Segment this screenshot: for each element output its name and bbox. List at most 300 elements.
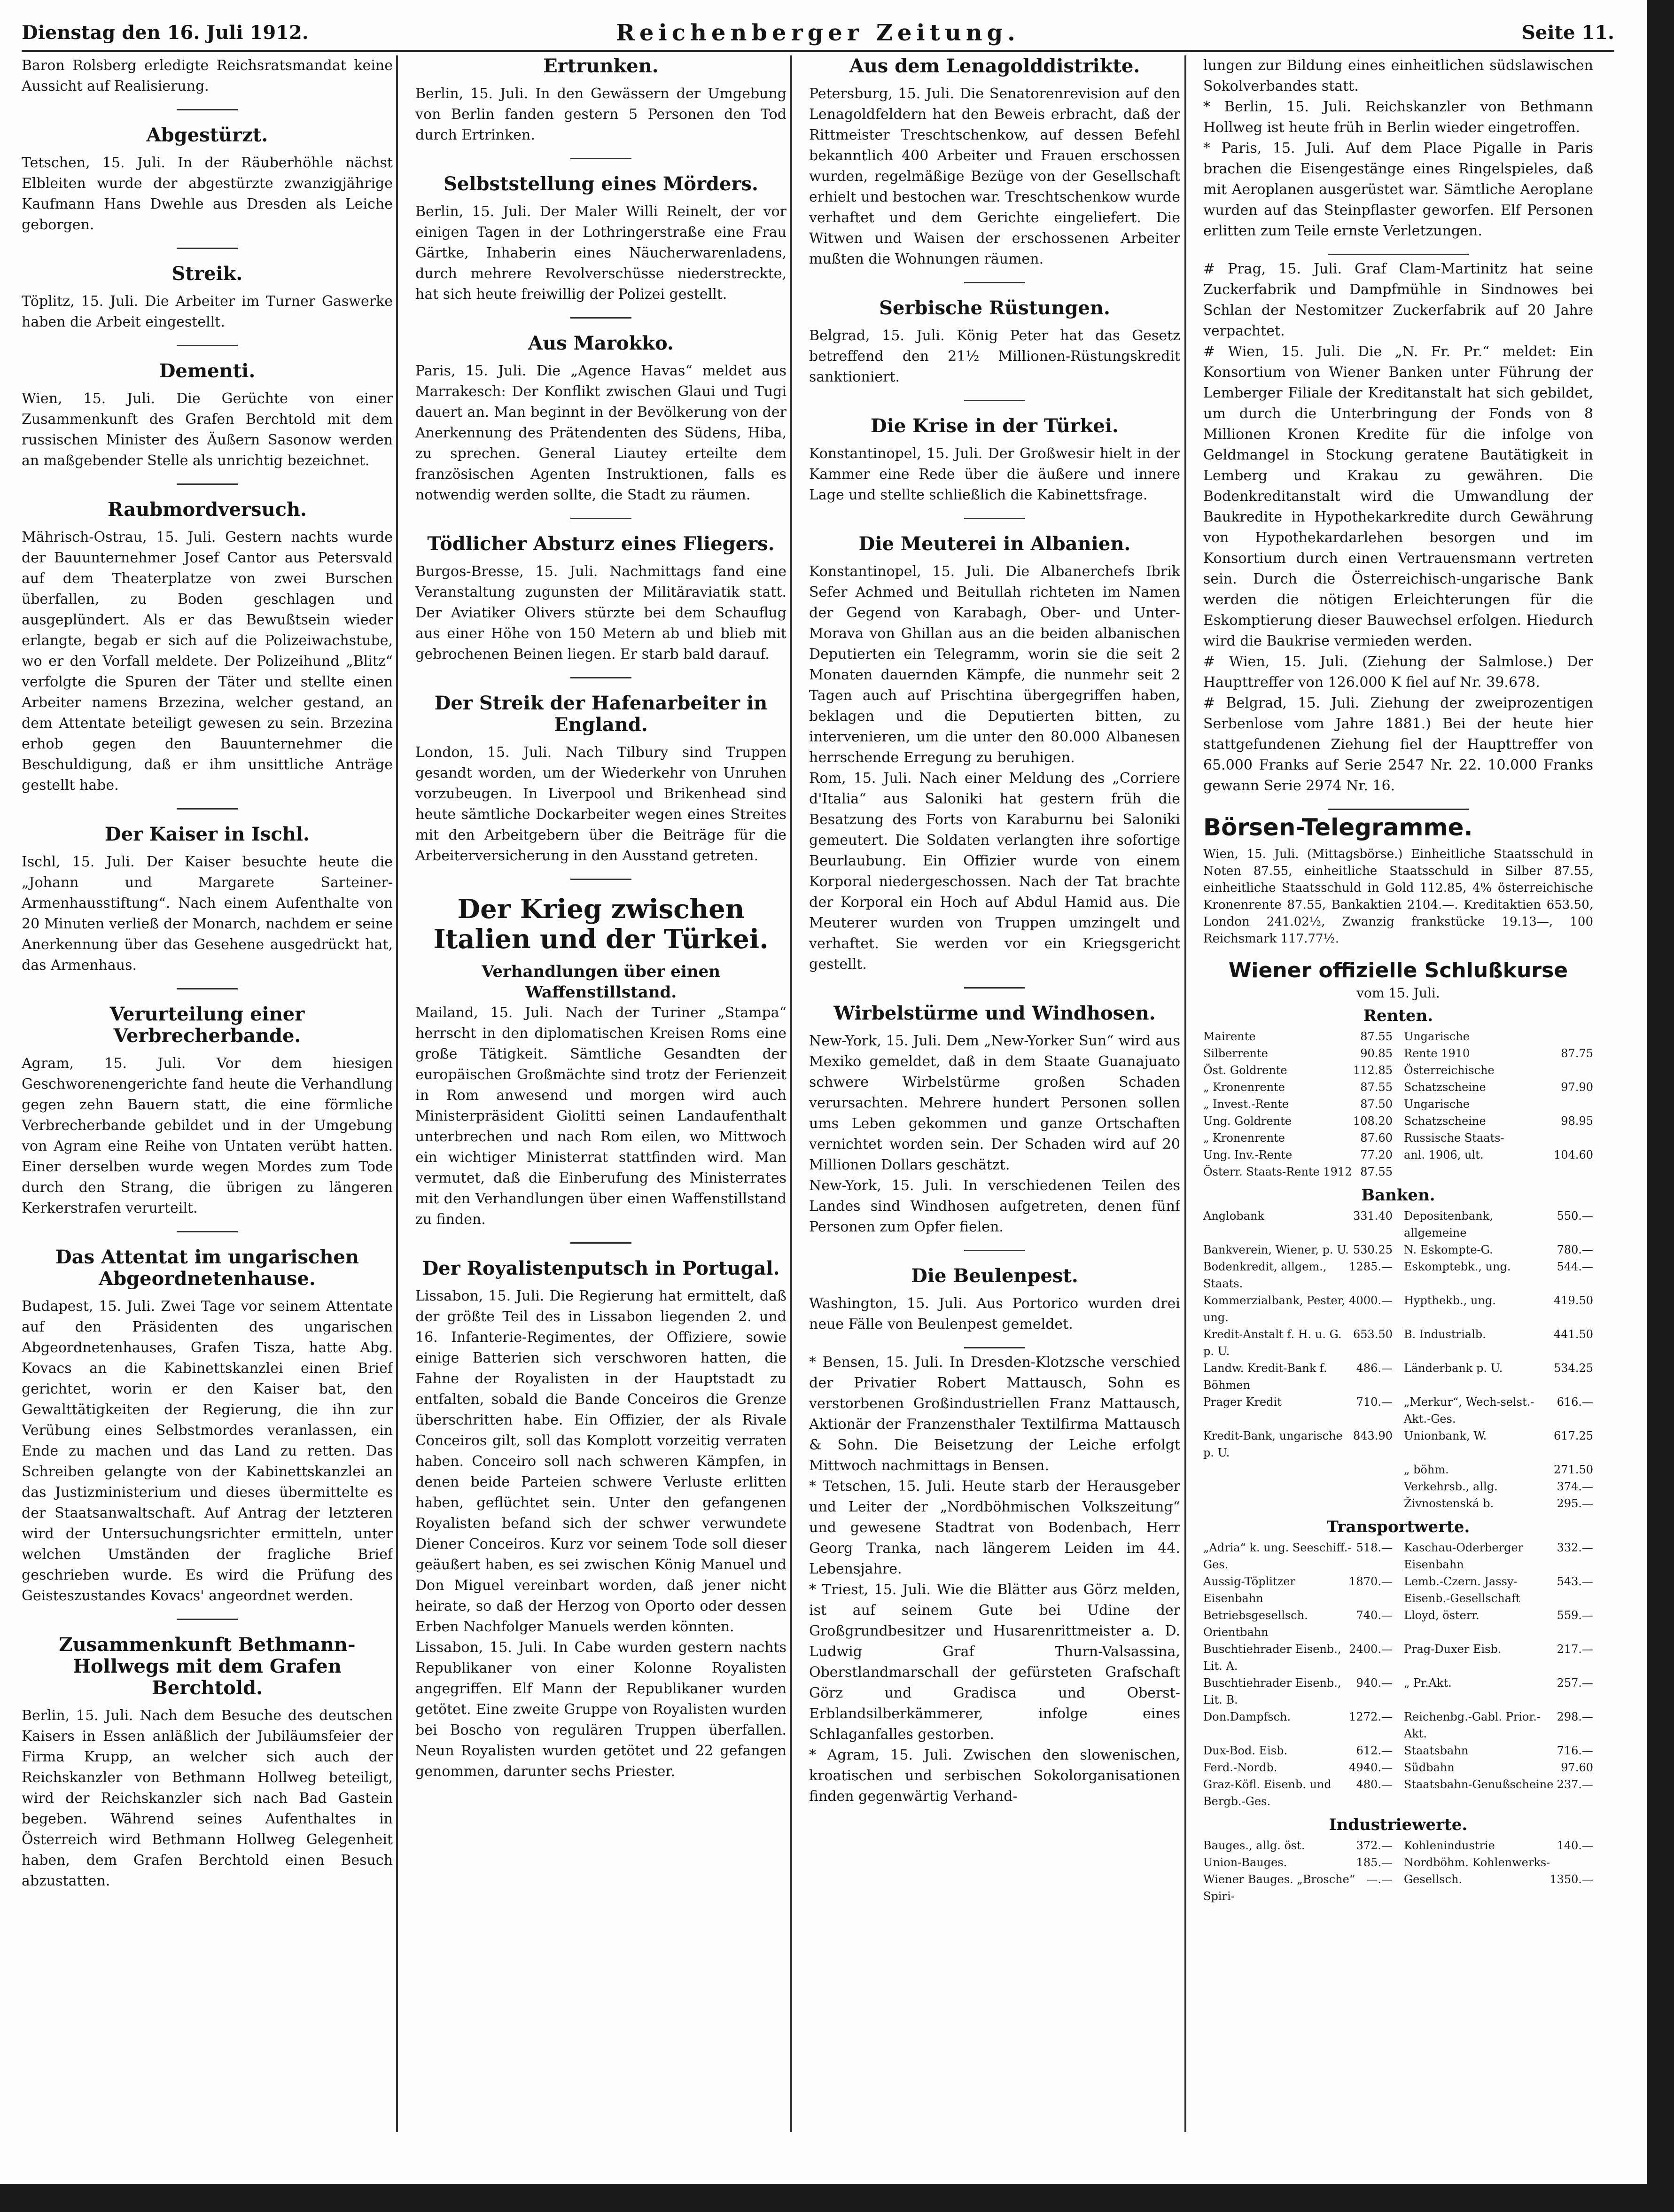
quote-name: Mairente — [1203, 1030, 1256, 1043]
divider — [1328, 809, 1469, 810]
quote-value: 441.50 — [1554, 1328, 1593, 1341]
article-text: # Belgrad, 15. Juli. Ziehung der zweiprozentigen Serbenlose vom Jahre 1881.) Bei der heute hier stattgefundenen Ziehung fiel der Haupttreffer von 65.000 Franks auf Serie 2547 Nr. 22. 10.000 Franks gewann Serie 2974 Nr. 16. — [1203, 695, 1593, 794]
quote-row — [1203, 1079, 1393, 1096]
article-text: London, 15. Juli. Nach Tilbury sind Truppen gesandt worden, um der Wiederkehr von Unruhen vorzubeugen. In Liverpool und Brikenhead sind heute sämtliche Dockarbeiter wegen eines Streites mit den Arbeitgebern über die Beiträge für die Arbeiterversicherung in den Ausstand getreten. — [415, 744, 786, 864]
column-2 — [415, 55, 786, 2132]
quote-row — [1203, 1113, 1393, 1129]
quote-row — [1203, 1854, 1393, 1871]
article — [415, 333, 786, 506]
article-title: Tödlicher Absturz eines Fliegers. — [427, 533, 775, 555]
quote-value: 653.50 — [1353, 1328, 1393, 1341]
quotes-date: vom 15. Juli. — [1356, 985, 1440, 1001]
quote-name: Hypthekb., ung. — [1404, 1294, 1496, 1307]
article — [22, 824, 393, 976]
news-brief — [1203, 259, 1593, 796]
article — [22, 499, 393, 796]
quote-name: „Adria“ k. ung. Seeschiff.-Ges. — [1203, 1541, 1352, 1571]
quote-name: Ung. Goldrente — [1203, 1114, 1292, 1128]
article — [22, 263, 393, 333]
article — [22, 1246, 393, 1606]
article-text: # Wien, 15. Juli. (Ziehung der Salmlose.) Der Haupttreffer von 126.000 K fiel auf Nr. 39.678. — [1203, 654, 1593, 691]
quote-value: 534.25 — [1554, 1362, 1593, 1375]
article-text: Budapest, 15. Juli. Zwei Tage vor seinem Attentate auf den Präsidenten des ungarischen Abgeordnetenhauses, Grafen Tisza, hatte Abg. Kovacs an die Kabinettskanzlei einen Brief gerichtet, worin er den Kaiser bat, den Gewalttätigkeiten der Regierung, die ihn zur Verübung eines Selbstmordes veranlassen, ein Ende zu machen und das Land zu retten. Das Schreiben gelangte von der Kabinettskanzlei an das Justizministerium und dieses übermittelte es der Staatsanwaltschaft. Auf Antrag der letzteren wird der Untersuchungsrichter ermitteln, unter welchen Umständen der fragliche Brief geschrieben wurde. Es wird die Prüfung des Geisteszustandes Kovacs' angeordnet werden. — [22, 1298, 393, 1604]
article — [415, 894, 786, 1230]
article — [22, 1004, 393, 1219]
quote-value: 616.— — [1557, 1395, 1593, 1409]
article-text: Konstantinopel, 15. Juli. Der Großwesir hielt in der Kammer eine Rede über die äußere und innere Lage und stellte schließlich die Kabinettsfrage. — [809, 445, 1180, 503]
divider — [177, 1619, 238, 1620]
quote-row — [1404, 1854, 1593, 1871]
quote-value: 331.40 — [1353, 1209, 1393, 1223]
article-title: Ertrunken. — [543, 55, 659, 77]
quote-value: 4940.— — [1349, 1761, 1393, 1774]
stock-telegrams — [1203, 814, 1593, 947]
quote-row — [1404, 1573, 1593, 1607]
quote-row — [1203, 1146, 1393, 1163]
quote-row — [1404, 1495, 1593, 1512]
article — [809, 297, 1180, 388]
article-title: Streik. — [171, 263, 243, 285]
quote-row — [1404, 1028, 1593, 1045]
masthead — [22, 20, 1614, 52]
quote-value: 87.55 — [1360, 1081, 1393, 1094]
article-title: Der Krieg zwischen Italien und der Türkei. — [433, 894, 769, 955]
article-text: * Berlin, 15. Juli. Reichskanzler von Bethmann Hollweg ist heute früh in Berlin wieder eingetroffen. — [1203, 99, 1593, 136]
article-text: Töplitz, 15. Juli. Die Arbeiter im Turner Gaswerke haben die Arbeit eingestellt. — [22, 293, 393, 330]
quote-row — [1203, 1062, 1393, 1079]
quote-name: Staatsbahn-Genußscheine — [1404, 1778, 1554, 1791]
quote-name: Kredit-Anstalt f. H. u. G. p. U. — [1203, 1328, 1342, 1358]
quote-value: 298.— — [1557, 1710, 1593, 1723]
article-text: # Wien, 15. Juli. Die „N. Fr. Pr.“ meldet: Ein Konsortium von Wiener Banken unter Führung der Lemberger Filiale der Kreditanstalt hat sich gebildet, um durch die Unterbringung der Fonds von 8 Millionen Kronen Kredite für die infolge von Geldmangel in Stockung geratene Bautätigkeit in Lemberg und Krakau zu gewähren. Die Bodenkreditanstalt wird die Umwandlung der Baukredite in Hypothekarkredite durch Gewährung von Hypothekardarlehen besorgen und im Konsortium durch einen Vertrauensmann vertreten sein. Durch die Österreichisch-ungarische Bank werden die nötigen Erleichterungen für die Eskomptierung dieser Bauwechsel erfolgen. Hiedurch wird die Baukrise vermieden werden. — [1203, 343, 1593, 649]
article-text: Wien, 15. Juli. Die Gerüchte von einer Zusammenkunft des Grafen Berchtold mit dem russischen Minister des Äußern Sasonow werden an maßgebender Stelle als unrichtig bezeichnet. — [22, 390, 393, 469]
article-text: Paris, 15. Juli. Die „Agence Havas“ meldet aus Marrakesch: Der Konflikt zwischen Glaui und Tugi dauert an. Man beginnt in der Bevölkerung von der Anerkennung des Prätendenten des Südens, Hiba, zu sprechen. General Liautey erteilte dem französischen Agenten Instruktionen, falls es notwendig werden sollte, die Stadt zu räumen. — [415, 363, 786, 503]
quote-value: 1285.— — [1349, 1260, 1393, 1273]
quote-name: anl. 1906, ult. — [1404, 1148, 1484, 1161]
quote-value: 617.25 — [1554, 1429, 1593, 1442]
quote-value: 544.— — [1557, 1260, 1593, 1273]
quote-row — [1404, 1708, 1593, 1742]
quote-value: 612.— — [1356, 1744, 1393, 1757]
quote-name: Länderbank p. U. — [1404, 1362, 1503, 1375]
quote-name: Graz-Köfl. Eisenb. und Bergb.-Ges. — [1203, 1778, 1331, 1808]
quote-value: 1272.— — [1349, 1710, 1393, 1723]
quote-value: 486.— — [1356, 1362, 1393, 1375]
quote-name: Wiener Bauges. „Brosche“ Spiri- — [1203, 1873, 1355, 1903]
quote-row — [1203, 1478, 1393, 1495]
article — [415, 173, 786, 305]
article-text: Tetschen, 15. Juli. In der Räuberhöhle nächst Elbleiten wurde der abgestürzte zwanzigjährige Kaufmann Hans Dwehle aus Dresden als Leiche geborgen. — [22, 155, 393, 233]
article-text: Ischl, 15. Juli. Der Kaiser besuchte heute die „Johann und Margarete Sarteiner-Armenhausstiftung“. Nach einem Aufenthalte von 20 Minuten verließ der Monarch, nachdem er seine Anerkennung über das Gesehene ausgedrückt hat, das Armenhaus. — [22, 854, 393, 974]
quote-value: 87.55 — [1360, 1165, 1393, 1178]
quote-name: Prag-Duxer Eisb. — [1404, 1643, 1502, 1656]
quote-value: 4000.— — [1349, 1294, 1393, 1307]
quote-value: 843.90 — [1353, 1429, 1393, 1442]
divider — [177, 1231, 238, 1232]
quote-row — [1404, 1641, 1593, 1675]
quote-value: 372.— — [1356, 1839, 1393, 1852]
section-heading: Transportwerte. — [1326, 1518, 1470, 1536]
quote-value: 716.— — [1557, 1744, 1593, 1757]
quote-row — [1203, 1258, 1393, 1292]
quote-name: Buschtiehrader Eisenb., Lit. B. — [1203, 1676, 1341, 1706]
article-title: Abgestürzt. — [146, 124, 268, 146]
article — [809, 1003, 1180, 1238]
quote-row — [1203, 1675, 1393, 1708]
article-title: Serbische Rüstungen. — [879, 297, 1110, 319]
quote-name: Schatzscheine — [1404, 1081, 1486, 1094]
quote-name: Depositenbank, allgemeine — [1404, 1209, 1493, 1239]
quote-value: —.— — [1366, 1873, 1393, 1886]
quote-name: „ böhm. — [1404, 1463, 1449, 1476]
quotes-table-renten — [1203, 1028, 1593, 1180]
quote-value: 374.— — [1557, 1480, 1593, 1493]
divider — [964, 987, 1025, 989]
quote-row — [1203, 1427, 1393, 1461]
quote-row — [1404, 1427, 1593, 1461]
article — [415, 1258, 786, 1782]
article — [22, 360, 393, 471]
article-text: Lissabon, 15. Juli. In Cabe wurden gestern nachts Republikaner von einer Kolonne Royalisten angegriffen. Elf Mann der Republikaner wurden getötet. Eine zweite Gruppe von Royalisten wurden bei Boscho von regulären Truppen überfallen. Neun Royalisten wurden getötet und 22 gefangen genommen, darunter sechs Priester. — [415, 1639, 786, 1780]
quote-value: 710.— — [1356, 1395, 1393, 1409]
quote-name: Staatsbahn — [1404, 1744, 1469, 1757]
article-title: Zusammenkunft Bethmann-Hollwegs mit dem Grafen Berchtold. — [59, 1634, 356, 1699]
quote-name: Russische Staats- — [1404, 1131, 1504, 1145]
quote-value: 480.— — [1356, 1778, 1393, 1791]
quote-row — [1203, 1539, 1393, 1573]
quote-value: 97.90 — [1561, 1081, 1593, 1094]
quote-name: Südbahn — [1404, 1761, 1455, 1774]
article-text: New-York, 15. Juli. Dem „New-Yorker Sun“ wird aus Mexiko gemeldet, daß in dem Staate Guanajuato schwere Wirbelstürme großen Schaden verursachten. Mehrere hundert Personen sollen ums Leben gekommen und ganze Ortschaften vernichtet worden sein. Der Schaden wird auf 20 Millionen Dollars geschätzt. — [809, 1033, 1180, 1173]
quote-row — [1404, 1742, 1593, 1759]
divider — [570, 518, 631, 519]
article-subtitle: Verhandlungen über einen Waffenstillstand. — [482, 962, 720, 1002]
quote-row — [1404, 1539, 1593, 1573]
quote-value: 237.— — [1557, 1778, 1593, 1791]
quote-value: 559.— — [1557, 1609, 1593, 1622]
section-heading: Industriewerte. — [1329, 1815, 1468, 1834]
quote-value: 90.85 — [1360, 1047, 1393, 1060]
divider — [570, 158, 631, 159]
quote-value: 518.— — [1356, 1541, 1393, 1554]
quote-row — [1203, 1461, 1393, 1478]
article-title: Raubmordversuch. — [108, 498, 307, 521]
quote-name: Betriebsgesellsch. Orientbahn — [1203, 1609, 1308, 1639]
quote-value: 2400.— — [1349, 1643, 1393, 1656]
quote-row — [1404, 1675, 1593, 1708]
masthead-date: Dienstag den 16. Juli 1912. — [22, 22, 309, 44]
quote-value: 332.— — [1557, 1541, 1593, 1554]
quote-name: Don.Dampfsch. — [1203, 1710, 1291, 1723]
quote-value: 87.55 — [1360, 1030, 1393, 1043]
quote-name: „ Invest.-Rente — [1203, 1098, 1289, 1111]
quote-name: Unionbank, W. — [1404, 1429, 1487, 1442]
quote-name: Bauges., allg. öst. — [1203, 1839, 1305, 1852]
quote-row — [1404, 1258, 1593, 1292]
article-title: Die Krise in der Türkei. — [871, 415, 1119, 437]
stock-telegrams-text: Wien, 15. Juli. (Mittagsbörse.) Einheitliche Staatsschuld in Noten 87.55, einheitliche Staatsschuld in Silber 87.55, einheitliche Staatsschuld in Gold 112.85, 4% österreichische Kronenrente 87.55, Bankaktien 2104.—. Kreditaktien 653.50, London 241.02½, Zwanzig frankstücke 19.13—, 100 Reichsmark 117.77½. — [1203, 847, 1593, 946]
quote-row — [1203, 1096, 1393, 1113]
article-title: Der Streik der Hafenarbeiter in England. — [434, 692, 768, 736]
article — [415, 693, 786, 866]
quote-row — [1404, 1113, 1593, 1129]
quote-name: „ Kronenrente — [1203, 1131, 1285, 1145]
quote-value: 543.— — [1557, 1575, 1593, 1588]
divider — [964, 282, 1025, 283]
quote-row — [1203, 1607, 1393, 1641]
quote-value: 77.20 — [1360, 1148, 1393, 1161]
quote-row — [1404, 1326, 1593, 1360]
quote-row — [1203, 1837, 1393, 1854]
scan-border-bottom — [0, 2184, 1674, 2212]
quote-row — [1203, 1292, 1393, 1326]
article-text: Burgos-Bresse, 15. Juli. Nachmittags fand eine Veranstaltung zugunsten der Militäraviatik statt. Der Aviatiker Olivers stürzte bei dem Schauflug aus einer Höhe von 150 Metern ab und blieb mit gebrochenen Beinen liegen. Er starb bald darauf. — [415, 563, 786, 662]
section-heading: Banken. — [1361, 1186, 1435, 1205]
article-text: Belgrad, 15. Juli. König Peter hat das Gesetz betreffend den 21½ Millionen-Rüstungskredit sanktioniert. — [809, 327, 1180, 385]
quote-row — [1203, 1871, 1393, 1905]
page-number: Seite 11. — [1522, 22, 1614, 44]
article-title: Das Attentat im ungarischen Abgeordnetenhause. — [55, 1246, 359, 1290]
column-rule — [396, 55, 398, 2132]
quote-name: Ferd.-Nordb. — [1203, 1761, 1277, 1774]
quote-value: 108.20 — [1353, 1114, 1393, 1128]
article-text: Konstantinopel, 15. Juli. Die Albanerchefs Ibrik Sefer Achmed und Beitullah richteten im Namen der Gegend von Karabagh, Ober- und Unter-Morava von Ghillan aus an die beiden albanischen Deputierten ein Telegramm, worin sie die seit 2 Monaten dauernden Kämpfe, die nunmehr seit 2 Tagen auch auf Prischtina übergegriffen haben, beklagen und die Deputierten bitten, zu intervenieren, um die unter den 80.000 Albanesen herrschende Erregung zu beruhigen. — [809, 563, 1180, 766]
divider — [570, 879, 631, 880]
quote-name: Kohlenindustrie — [1404, 1839, 1495, 1852]
quote-name: Nordböhm. Kohlenwerks- — [1404, 1856, 1550, 1869]
divider — [177, 109, 238, 110]
quote-row — [1404, 1478, 1593, 1495]
quote-row — [1203, 1776, 1393, 1810]
quote-name: B. Industrialb. — [1404, 1328, 1486, 1341]
column-rule — [790, 55, 792, 2132]
quote-name: Landw. Kredit-Bank f. Böhmen — [1203, 1362, 1327, 1392]
quote-name: „ Pr.Akt. — [1404, 1676, 1452, 1690]
quote-value: 87.75 — [1561, 1047, 1593, 1060]
article — [415, 55, 786, 146]
article-text: * Tetschen, 15. Juli. Heute starb der Herausgeber und Leiter der „Nordböhmischen Volkszeitung“ und gewesene Stadtrat von Bodenbach, Herr Georg Tranka, nach längerem Leiden im 44. Lebensjahre. — [809, 1478, 1180, 1577]
quote-value: 1350.— — [1549, 1873, 1593, 1886]
article — [22, 125, 393, 235]
article-title: Die Meuterei in Albanien. — [858, 533, 1131, 555]
article-text: * Agram, 15. Juli. Zwischen den slowenischen, kroatischen und serbischen Sokolorganisationen finden gegenwärtig Verhand- — [809, 1747, 1180, 1805]
divider — [964, 400, 1025, 401]
quote-value: 217.— — [1557, 1643, 1593, 1656]
quote-name: Reichenbg.-Gabl. Prior.-Akt. — [1404, 1710, 1541, 1740]
article-title: Dementi. — [159, 360, 256, 382]
article-text: New-York, 15. Juli. In verschiedenen Teilen des Landes sind Windhosen aufgetreten, denen fünf Personen zum Opfer fielen. — [809, 1177, 1180, 1235]
quote-name: N. Eskompte-G. — [1404, 1243, 1493, 1256]
quote-name: Schatzscheine — [1404, 1114, 1486, 1128]
quote-row — [1203, 1708, 1393, 1742]
quote-name: Silberrente — [1203, 1047, 1268, 1060]
quote-name: Kredit-Bank, ungarische p. U. — [1203, 1429, 1343, 1459]
quote-name: Bodenkredit, allgem., Staats. — [1203, 1260, 1327, 1290]
divider — [177, 345, 238, 346]
stock-quotes — [1203, 958, 1593, 1905]
quote-row — [1203, 1495, 1393, 1512]
divider — [964, 1250, 1025, 1251]
quote-name: Anglobank — [1203, 1209, 1264, 1223]
quote-name: Dux-Bod. Eisb. — [1203, 1744, 1288, 1757]
quote-row — [1404, 1461, 1593, 1478]
quote-name: Kaschau-Oderberger Eisenbahn — [1404, 1541, 1524, 1571]
quotes-table-industrie — [1203, 1837, 1593, 1905]
quote-row — [1404, 1096, 1593, 1113]
divider — [177, 248, 238, 249]
article-title: Wirbelstürme und Windhosen. — [833, 1002, 1156, 1024]
article — [809, 415, 1180, 506]
quote-value: 257.— — [1557, 1676, 1593, 1690]
scan-border-right — [1647, 0, 1674, 2212]
quote-row — [1203, 1326, 1393, 1360]
column-3 — [809, 55, 1180, 2132]
quote-value: 1870.— — [1349, 1575, 1393, 1588]
section-heading: Renten. — [1363, 1006, 1433, 1025]
column-4 — [1203, 55, 1593, 2132]
quote-row — [1203, 1759, 1393, 1776]
quote-value: 780.— — [1557, 1243, 1593, 1256]
quote-name: Buschtiehrader Eisenb., Lit. A. — [1203, 1643, 1341, 1673]
quote-row — [1203, 1742, 1393, 1759]
quote-name: Ungarische — [1404, 1098, 1470, 1111]
quote-value: 112.85 — [1353, 1064, 1393, 1077]
quote-value: 550.— — [1557, 1209, 1593, 1223]
article-title: Selbststellung eines Mörders. — [444, 173, 758, 195]
quote-value: 740.— — [1356, 1609, 1393, 1622]
quote-row — [1404, 1607, 1593, 1641]
article-text: Berlin, 15. Juli. Der Maler Willi Reinelt, der vor einigen Tagen in der Lothringerstraße eine Frau Gärtke, Inhaberin eines Näucherwarenladens, durch mehrere Revolverschüsse niederstreckte, hat sich heute freiwillig der Polizei gestellt. — [415, 203, 786, 303]
quote-row — [1203, 1241, 1393, 1258]
article-text: Washington, 15. Juli. Aus Portorico wurden drei neue Fälle von Beulenpest gemeldet. — [809, 1295, 1180, 1332]
article-text: * Bensen, 15. Juli. In Dresden-Klotzsche verschied der Privatier Robert Mattausch, Sohn es verstorbenen Großindustriellen Franz Mattausch, Aktionär der Franzensthaler Textilfirma Mattausch & Sohn. Die Beisetzung der Leiche erfolgt Mittwoch nachmittags in Bensen. — [809, 1354, 1180, 1474]
article — [809, 533, 1180, 975]
article — [809, 1265, 1180, 1335]
quote-row — [1203, 1129, 1393, 1146]
quotes-table-banken — [1203, 1207, 1593, 1512]
column-rule — [1184, 55, 1186, 2132]
divider — [570, 1242, 631, 1244]
article-text: # Prag, 15. Juli. Graf Clam-Martinitz hat seine Zuckerfabrik und Dampfmühle in Sindnowes bei Schlan der Nestomitzer Zuckerfabrik auf 20 Jahre verpachtet. — [1203, 261, 1593, 339]
quotes-title: Wiener offizielle Schlußkurse — [1228, 958, 1568, 982]
article-text: * Paris, 15. Juli. Auf dem Place Pigalle in Paris brachen die Eisengestänge eines Ringelspieles, daß mit Aeroplanen ausgerüstet war. Sämtliche Aeroplane wurden auf das Steinpflaster geworfen. Elf Personen erlitten zum Teile ernste Verletzungen. — [1203, 140, 1593, 239]
quote-row — [1404, 1776, 1593, 1810]
article-text: Agram, 15. Juli. Vor dem hiesigen Geschworenengerichte fand heute die Verhandlung gegen zehn Bauern statt, die eine förmliche Verbrecherbande gebildet und in der Umgebung von Agram eine Reihe von Untaten verübt hatten. Einer derselben wurde wegen Mordes zum Tode durch den Strang, die übrigen zu längeren Kerkerstrafen verurteilt. — [22, 1055, 393, 1216]
quote-row — [1404, 1129, 1593, 1146]
quote-value: 185.— — [1356, 1856, 1393, 1869]
quote-value: 530.25 — [1353, 1243, 1393, 1256]
quote-name: Prager Kredit — [1203, 1395, 1282, 1409]
quote-row — [1404, 1394, 1593, 1427]
divider — [570, 677, 631, 678]
quote-value: 140.— — [1557, 1839, 1593, 1852]
news-brief — [809, 1352, 1180, 1807]
article-text: Baron Rolsberg erledigte Reichsratsmandat keine Aussicht auf Realisierung. — [22, 57, 393, 94]
article-title: Die Beulenpest. — [911, 1265, 1078, 1287]
quote-value: 419.50 — [1554, 1294, 1593, 1307]
article — [22, 1634, 393, 1892]
divider — [177, 808, 238, 810]
article-title: Der Kaiser in Ischl. — [105, 823, 310, 845]
quote-row — [1404, 1759, 1593, 1776]
quote-row — [1203, 1573, 1393, 1607]
quote-value: 104.60 — [1554, 1148, 1593, 1161]
quote-name: Živnostenská b. — [1404, 1497, 1494, 1510]
quote-name: Union-Bauges. — [1203, 1856, 1287, 1869]
quote-row — [1404, 1837, 1593, 1854]
quote-value: 87.50 — [1360, 1098, 1393, 1111]
quote-row — [1203, 1163, 1393, 1180]
quote-name: Eskomptebk., ung. — [1404, 1260, 1511, 1273]
article-title: Der Royalistenputsch in Portugal. — [422, 1257, 780, 1279]
quote-name: Lemb.-Czern. Jassy-Eisenb.-Gesellschaft — [1404, 1575, 1520, 1605]
quote-value: 98.95 — [1561, 1114, 1593, 1128]
quote-name: Rente 1910 — [1404, 1047, 1470, 1060]
quote-row — [1404, 1146, 1593, 1163]
divider — [177, 483, 238, 485]
quote-value: 295.— — [1557, 1497, 1593, 1510]
quote-name: Lloyd, österr. — [1404, 1609, 1479, 1622]
quote-row — [1404, 1360, 1593, 1394]
article-text: Mährisch-Ostrau, 15. Juli. Gestern nachts wurde der Bauunternehmer Josef Cantor aus Petersvald auf dem Theaterplatze von zwei Burschen überfallen, zu Boden geschlagen und ausgeplündert. Als er das Bewußtsein wieder erlangte, begab er sich auf die Polizeiwachstube, wo er den Vorfall meldete. Der Polizeihund „Blitz“ verfolgte die Spuren der Täter und stellte einen Arbeiter namens Brzezina, welcher gestand, an dem Attentate beteiligt gewesen zu sein. Brzezina erhob gegen den Bauunternehmer die Beschuldigung, daß er ihm unsittliche Anträge gestellt habe. — [22, 529, 393, 794]
quote-value: 97.60 — [1561, 1761, 1593, 1774]
divider — [570, 317, 631, 319]
quote-value: 87.60 — [1360, 1131, 1393, 1145]
article-title: Verurteilung einer Verbrecherbande. — [109, 1003, 305, 1047]
article-title: Aus dem Lenagolddistrikte. — [849, 55, 1140, 77]
quote-name: Bankverein, Wiener, p. U. — [1203, 1243, 1349, 1256]
quote-value: 271.50 — [1554, 1463, 1593, 1476]
quote-name: Öst. Goldrente — [1203, 1064, 1287, 1077]
quote-name: Ung. Inv.-Rente — [1203, 1148, 1292, 1161]
quote-name: Gesellsch. — [1404, 1873, 1463, 1886]
quote-value: 940.— — [1356, 1676, 1393, 1690]
quote-name: „ Kronenrente — [1203, 1081, 1285, 1094]
article — [809, 55, 1180, 270]
quote-row — [1404, 1207, 1593, 1241]
quote-name: Verkehrsb., allg. — [1404, 1480, 1498, 1493]
article-text: * Triest, 15. Juli. Wie die Blätter aus Görz melden, ist auf seinem Gute bei Udine der Großgrundbesitzer und Husarenrittmeister a. D. Ludwig Graf Thurn-Valsassina, Oberstlandmarschall der gefürsteten Grafschaft Görz und Gradisca und Oberst-Erblandsilberkämmerer, infolge eines Schlaganfalles gestorben. — [809, 1581, 1180, 1743]
stock-telegrams-title: Börsen-Telegramme. — [1203, 814, 1473, 841]
divider — [964, 1347, 1025, 1348]
article — [415, 533, 786, 665]
quote-row — [1404, 1871, 1593, 1905]
quote-row — [1203, 1045, 1393, 1062]
quote-row — [1203, 1641, 1393, 1675]
quote-name: Ungarische — [1404, 1030, 1470, 1043]
article-carry — [22, 55, 393, 97]
quote-name: Österr. Staats-Rente 1912 — [1203, 1165, 1352, 1178]
quote-row — [1203, 1207, 1393, 1241]
article-text: Rom, 15. Juli. Nach einer Meldung des „Corriere d'Italia“ aus Saloniki hat gestern früh die Besatzung des Forts von Karaburnu bei Saloniki gemeutert. Die Soldaten verlangten ihre sofortige Beurlaubung. Ein Offizier wurde von einem Korporal niedergeschossen. Nach der Tat brachte der Korporal ein Hoch auf Abdul Hamid aus. Die Meuterer wurden von Truppen umzingelt und verhaftet. Sie werden vor ein Kriegsgericht gestellt. — [809, 770, 1180, 973]
article-text: Berlin, 15. Juli. In den Gewässern der Umgebung von Berlin fanden gestern 5 Personen den Tod durch Ertrinken. — [415, 86, 786, 143]
quote-row — [1404, 1045, 1593, 1062]
article-text: Petersburg, 15. Juli. Die Senatorenrevision auf den Lenagoldfeldern hat den Beweis erbracht, daß der Rittmeister Treschtschenkow, auf dessen Befehl bekanntlich 400 Arbeiter und Frauen erschossen wurden, regelmäßige Bezüge von der Gesellschaft erhielt und bestochen war. Treschtschenkow wurde verhaftet und dem Gerichte eingeliefert. Die Witwen und Waisen der erschossenen Arbeiter mußten die Wohnungen räumen. — [809, 86, 1180, 267]
article-text: Mailand, 15. Juli. Nach der Turiner „Stampa“ herrscht in den diplomatischen Kreisen Roms eine große Tätigkeit. Sämtliche Gesandten der europäischen Großmächte sind trotz der Ferienzeit in Rom anwesend und morgen wird auch Ministerpräsident Giolitti seinen Landaufenthalt unterbrechen und nach Rom eilen, wo Mittwoch ein wichtiger Ministerrat stattfinden wird. Man vermutet, daß die Einberufung des Ministerrates mit den Verhandlungen über einen Waffenstillstand zu finden. — [415, 1004, 786, 1228]
article-text: lungen zur Bildung eines einheitlichen südslawischen Sokolverbandes statt. — [1203, 57, 1593, 94]
article-text: Lissabon, 15. Juli. Die Regierung hat ermittelt, daß der größte Teil des in Lissabon liegenden 2. und 16. Infanterie-Regimentes, der Offiziere, sowie einige Batterien sich verschworen hatten, die Fahne der Royalisten in der Hauptstadt zu entfalten, sobald die Bande Conceiros die Grenze überschritten habe. Ein Offizier, der als Rivale Conceiros gilt, soll das Komplott vorzeitig verraten haben. Conceiro soll nach schweren Kämpfen, in denen beide Parteien schwere Verluste erlitten haben, geflüchtet sein. Unter den gefangenen Royalisten befand sich der schwer verwundete Diener Conceiros. Kurz vor seinem Tode soll dieser geäußert haben, es sei zwischen König Manuel und Don Miguel vereinbart worden, daß jener nicht heirate, so daß der Herzog von Oporto oder dessen Erben Nachfolger Manuels werden könnten. — [415, 1287, 786, 1635]
quotes-table-transport — [1203, 1539, 1593, 1810]
quote-row — [1404, 1062, 1593, 1079]
article-title: Aus Marokko. — [528, 332, 674, 354]
quote-row — [1404, 1292, 1593, 1326]
divider — [1328, 254, 1469, 255]
divider — [964, 518, 1025, 519]
quote-row — [1203, 1028, 1393, 1045]
quote-row — [1404, 1079, 1593, 1096]
quote-name: Aussig-Töplitzer Eisenbahn — [1203, 1575, 1295, 1605]
masthead-title: Reichenberger Zeitung. — [616, 20, 1020, 46]
